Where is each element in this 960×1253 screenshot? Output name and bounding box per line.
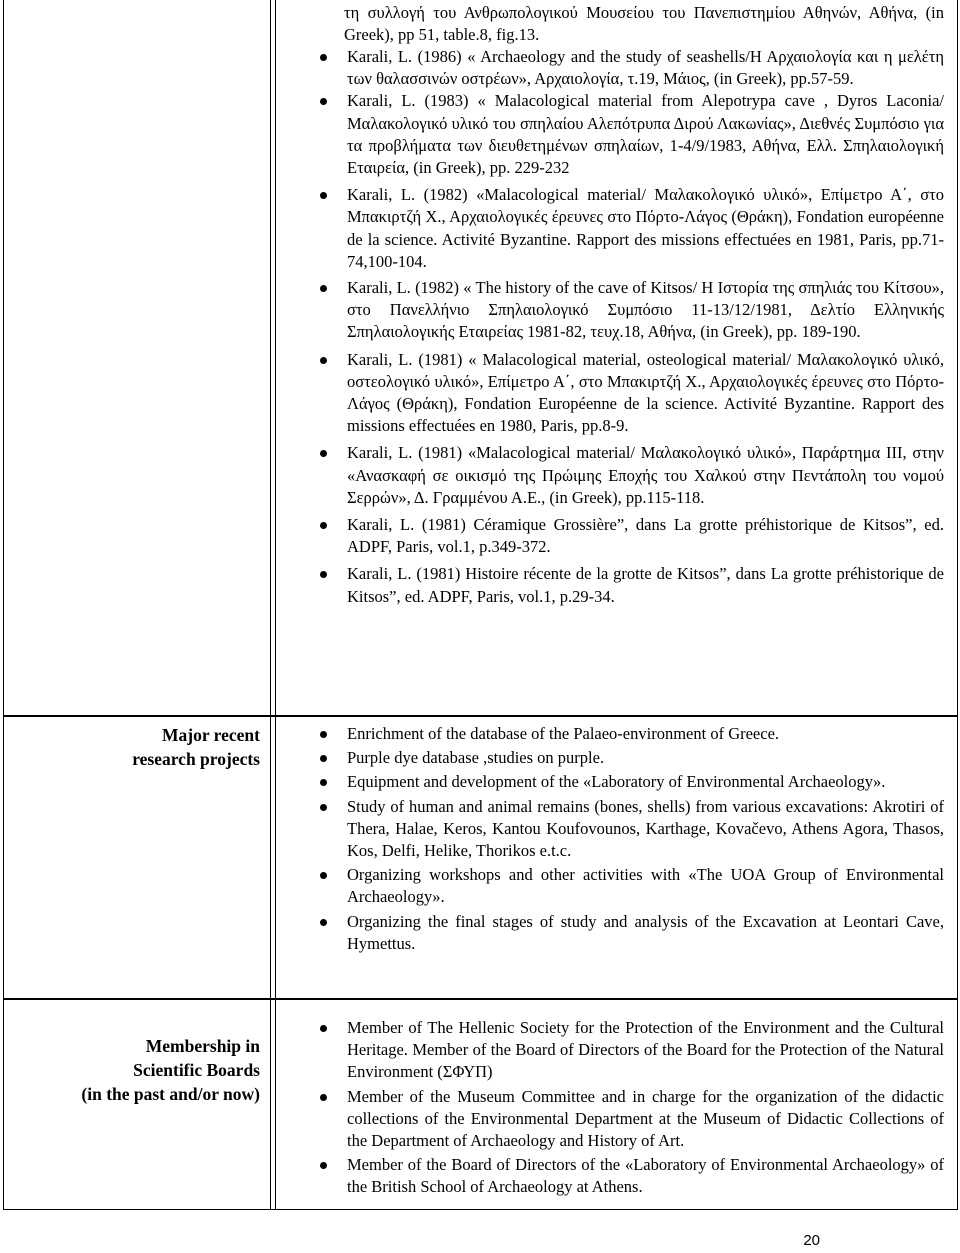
bullet-icon (320, 1025, 327, 1032)
bullet-icon (320, 522, 327, 529)
column-divider (275, 717, 276, 998)
projects-label: Major recent research projects (132, 725, 260, 769)
list-item: Karali, L. (1983) « Malacological material from Alepotrypa cave , Dyros Laconia/ Μαλακολογικό υλικό του σπηλαίου Αλεπότρυπα Διρού Λακωνίας», Διεθνές Συμπόσιο για τα προβλήματα των διευθετημένων σπηλαίων, 1-4/9/1983, Αθήνα, Ελλ. Σπηλαιολογική Εταιρεία, (in Greek), pp. 229-232 (347, 90, 944, 179)
list-item: Karali, L. (1986) « Archaeology and the study of seashells/Η Αρχαιολογία και η μελέτη των θαλασσινών οστρέων», Αρχαιολογία, τ.19, Μάιος, (in Greek), pp.57-59. (347, 46, 944, 90)
bullet-icon (320, 779, 327, 786)
list-item: Karali, L. (1982) «Malacological material/ Μαλακολογικό υλικό», Επίμετρο Α΄, στο Μπακιρτζή Χ., Αρχαιολογικές έρευνες στο Πόρτο-Λάγος (Θράκη), Fondation européenne de la science. Activité Byzantine. Rapport des missions effectuées en 1981, Paris, pp.71-74,100-104. (347, 184, 944, 273)
bullet-icon (320, 98, 327, 105)
list-item: Organizing the final stages of study and analysis of the Excavation at Leontari Cave, Hymettus. (347, 911, 944, 955)
bullet-icon (320, 919, 327, 926)
column-divider (275, 0, 276, 715)
list-item: Karali, L. (1981) «Malacological material/ Μαλακολογικό υλικό», Παράρτημα ΙΙΙ, στην «Ανασκαφή σε οικισμό της Πρώιμης Εποχής του Χαλκού στην Πεντάπολη του νομού Σερρών», Δ. Γραμμένου Α.Ε., (in Greek), pp.115-118. (347, 442, 944, 509)
membership-list (347, 1017, 944, 1199)
list-item: Purple dye database ,studies on purple. (347, 747, 944, 769)
column-divider (270, 1000, 271, 1209)
bullet-icon (320, 54, 327, 61)
column-divider (270, 0, 271, 715)
membership-section (3, 999, 958, 1210)
list-item: Member of The Hellenic Society for the Protection of the Environment and the Cultural Heritage. Member of the Board of Directors of the Board for the Protection of the Natural Environment (ΣΦΥΠ) (347, 1017, 944, 1084)
bullet-icon (320, 571, 327, 578)
publications-section (3, 0, 958, 716)
list-item: Karali, L. (1981) Histoire récente de la grotte de Kitsos”, dans La grotte préhistorique de Kitsos”, ed. ADPF, Paris, vol.1, p.29-34. (347, 563, 944, 607)
column-divider (270, 717, 271, 998)
bullet-icon (320, 285, 327, 292)
projects-section (3, 716, 958, 999)
list-item: Enrichment of the database of the Palaeo-environment of Greece. (347, 723, 944, 745)
column-divider (275, 1000, 276, 1209)
membership-label: Membership in Scientific Boards (in the past and/or now) (81, 1036, 260, 1104)
bullet-icon (320, 192, 327, 199)
bullet-icon (320, 357, 327, 364)
projects-list (347, 723, 944, 955)
list-item: Organizing workshops and other activities with «The UOA Group of Environmental Archaeology». (347, 864, 944, 908)
list-item: Member of the Museum Committee and in charge for the organization of the didactic collections of the Environmental Department at the Museum of Didactic Collections of the Department of Archaeology and History of Art. (347, 1086, 944, 1153)
bullet-icon (320, 1162, 327, 1169)
publications-list (347, 46, 944, 608)
bullet-icon (320, 731, 327, 738)
bullet-icon (320, 804, 327, 811)
list-item: Member of the Board of Directors of the «Laboratory of Environmental Archaeology» of the British School of Archaeology at Athens. (347, 1154, 944, 1198)
list-item: Karali, L. (1981) Céramique Grossière”, dans La grotte préhistorique de Kitsos”, ed. ADPF, Paris, vol.1, p.349-372. (347, 514, 944, 558)
bullet-icon (320, 872, 327, 879)
bullet-icon (320, 450, 327, 457)
bullet-icon (320, 755, 327, 762)
list-item: Karali, L. (1981) « Malacological material, osteological material/ Μαλακολογικό υλικό, οστεολογικό υλικό», Επίμετρο Α΄, στο Μπακιρτζή Χ., Αρχαιολογικές έρευνες στο Πόρτο-Λάγος (Θράκη), Fondation Européenne de la science. Activité Byzantine. Rapport des missions effectuées en 1980, Paris, pp.8-9. (347, 349, 944, 438)
list-item: Equipment and development of the «Laboratory of Environmental Archaeology». (347, 771, 944, 793)
bullet-icon (320, 1094, 327, 1101)
page-number: 20 (803, 1232, 820, 1249)
publication-continuation: τη συλλογή του Ανθρωπολογικού Μουσείου του Πανεπιστημίου Αθηνών, Αθήνα, (in Greek), pp 51, table.8, fig.13. (344, 3, 944, 45)
list-item: Study of human and animal remains (bones, shells) from various excavations: Akrotiri of Thera, Halae, Keros, Kantou Koufovounos, Karthage, Kovačevo, Athens Agora, Thasos, Kos, Delfi, Helike, Thorikos e.t.c. (347, 796, 944, 863)
list-item: Karali, L. (1982) « The history of the cave of Kitsos/ Η Ιστορία της σπηλιάς του Κίτσου», στο Πανελλήνιο Σπηλαιολογικό Συμπόσιο 11-13/12/1981, Δελτίο Ελληνικής Σπηλαιολογικής Εταιρείας 1981-82, τευχ.18, Αθήνα, (in Greek), pp. 189-190. (347, 277, 944, 344)
